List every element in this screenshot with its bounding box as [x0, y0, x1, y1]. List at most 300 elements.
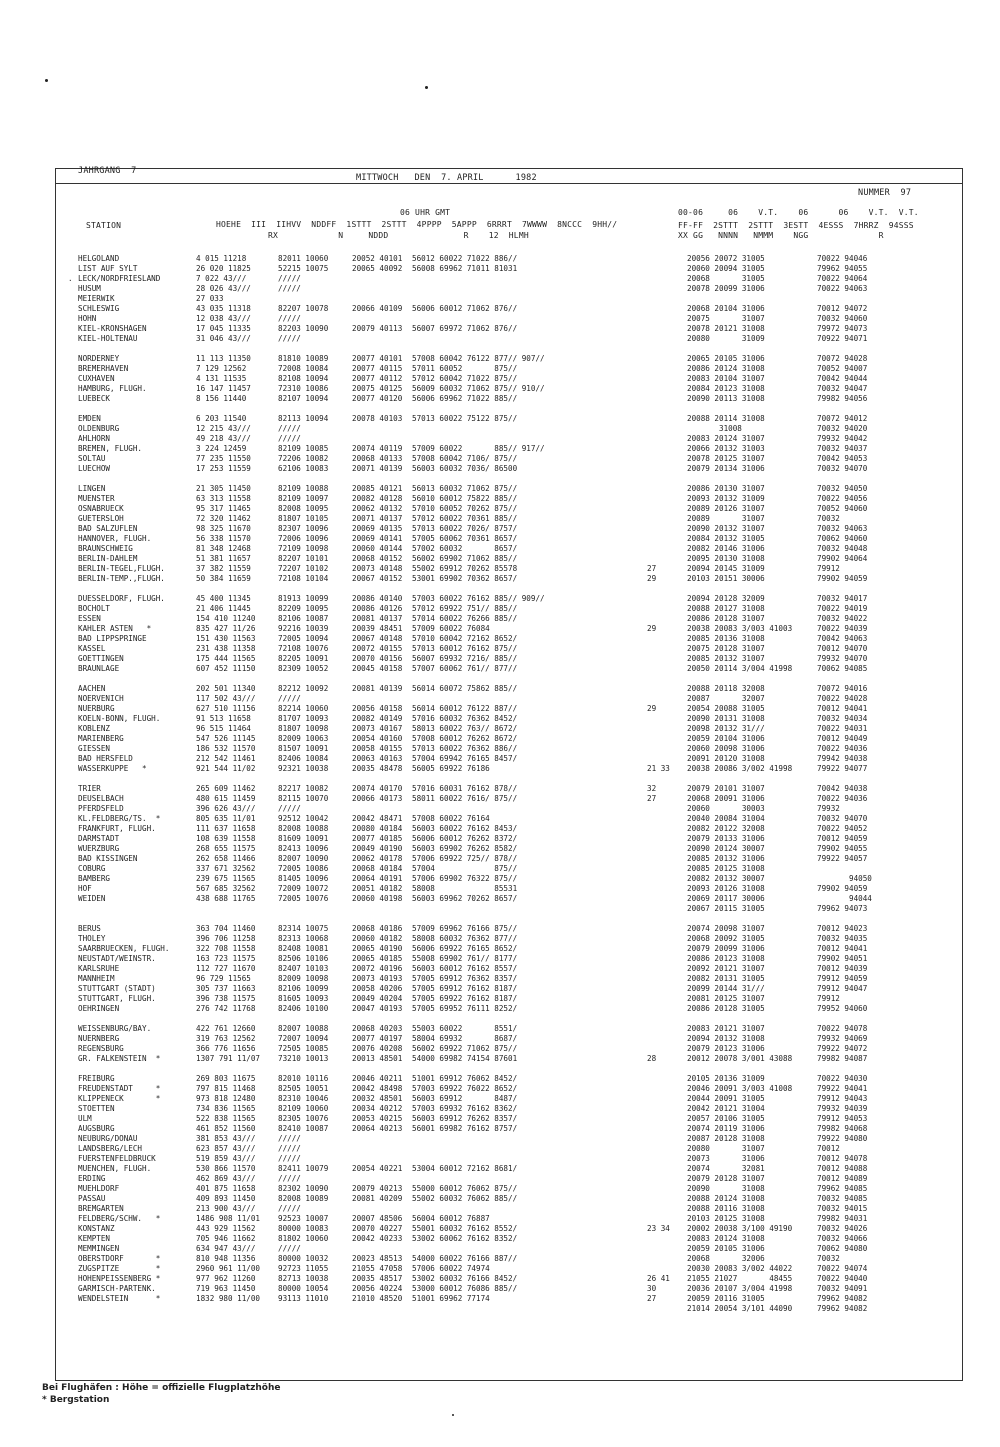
cell-d3: 20056 40224: [352, 1284, 403, 1293]
table-row: [68, 964, 907, 974]
cell-d1: 213 900 43///: [196, 1204, 256, 1213]
cell-r3: 79942 94038: [817, 754, 868, 763]
cell-d2: /////: [278, 424, 301, 433]
cell-d4: 55000 60012 76062 875//: [412, 1184, 518, 1193]
cell-d2: /////: [278, 1244, 301, 1253]
table-row: [68, 1194, 907, 1204]
cell-g: [612, 414, 647, 424]
cell-r2: 20088 20118 32008: [687, 684, 765, 693]
cell-d1: 26 020 11825: [196, 264, 251, 273]
column-heading-right-sub1: FF-FF 2STTT 2STTT 3ESTT 4ESSS 7HRRZ 94SSS: [678, 221, 914, 230]
cell-d3: 20086 40126: [352, 604, 403, 613]
cell-mk: [68, 284, 78, 294]
cell-g: [612, 1264, 647, 1274]
cell-d1: 530 866 11570: [196, 1164, 256, 1173]
table-row: [68, 684, 907, 694]
cell-d3: 20068 40203: [352, 1024, 403, 1033]
cell-r1: [647, 874, 687, 884]
footnote-airports: Bei Flughäfen : Höhe = offizielle Flugplatzhöhe: [42, 1383, 281, 1393]
cell-r3: 70012 94089: [817, 1174, 868, 1183]
station-group: [68, 254, 907, 344]
cell-r2: 20093 20126 31008: [687, 884, 765, 893]
cell-d3: 20076 40208: [352, 1044, 403, 1053]
cell-d4: 57007 60062 761// 877//: [412, 664, 518, 673]
cell-d4: 56003 60032 7036/ 86500: [412, 464, 518, 473]
cell-r3: 70062 94060: [817, 534, 868, 543]
cell-d3: [352, 1304, 412, 1314]
table-row: [68, 944, 907, 954]
cell-r2: 20079 20134 31006: [687, 464, 765, 473]
cell-g: [612, 954, 647, 964]
cell-st: GARMISCH-PARTENK.: [78, 1284, 156, 1293]
cell-d4: 56007 69932 7216/ 885//: [412, 654, 518, 663]
table-row: [68, 1154, 907, 1164]
cell-g: [612, 334, 647, 344]
cell-d3: 20085 40121: [352, 484, 403, 493]
cell-r3: 70032 94026: [817, 1224, 868, 1233]
cell-g: [612, 294, 647, 304]
table-row: [68, 1114, 907, 1124]
cell-d3: 20068 40184: [352, 864, 403, 873]
cell-mk: [68, 1154, 78, 1164]
cell-g: [612, 804, 647, 814]
cell-r3: 70032 94070: [817, 814, 868, 823]
cell-r1: [647, 384, 687, 394]
cell-d3: 20067 40148: [352, 634, 403, 643]
cell-mk: [68, 594, 78, 604]
cell-g: [612, 1044, 647, 1054]
cell-st: EMDEN: [78, 414, 101, 423]
cell-st: KASSEL: [78, 644, 106, 653]
cell-mk: [68, 604, 78, 614]
cell-g: [612, 654, 647, 664]
cell-st: LANDSBERG/LECH: [78, 1144, 143, 1153]
cell-d3: 20074 40119: [352, 444, 403, 453]
cell-d4: 56006 60012 76262 8372/: [412, 834, 518, 843]
cell-st: HAMBURG, FLUGH.: [78, 384, 147, 393]
cell-d1: 45 400 11345: [196, 594, 251, 603]
cell-d3: 20067 40152: [352, 574, 403, 583]
table-row: [68, 804, 907, 814]
cell-mk: [68, 714, 78, 724]
cell-d1: 11 113 11350: [196, 354, 251, 363]
cell-r1: 23 34: [647, 1224, 670, 1233]
cell-d1: 21 406 11445: [196, 604, 251, 613]
table-row: [68, 1204, 907, 1214]
cell-st: BOCHOLT: [78, 604, 111, 613]
cell-st: NUERBURG: [78, 704, 115, 713]
cell-d4: 51001 69912 76062 8452/: [412, 1074, 518, 1083]
cell-d3: 20054 40221: [352, 1164, 403, 1173]
cell-d4: 54000 69982 74154 87601: [412, 1054, 518, 1063]
table-row: [68, 1174, 907, 1184]
cell-r2: 20083 20121 31007: [687, 1024, 765, 1033]
cell-st: REGENSBURG: [78, 1044, 124, 1053]
cell-d2: 81507 10091: [278, 744, 329, 753]
cell-d2: 82109 10088: [278, 484, 329, 493]
table-row: [68, 304, 907, 314]
cell-g: [612, 1164, 647, 1174]
cell-d1: 231 438 11358: [196, 644, 256, 653]
cell-mk: [68, 814, 78, 824]
cell-r3: 70012 94072: [817, 304, 868, 313]
cell-d4: 56012 60022 71022 886//: [412, 254, 518, 263]
cell-r2: 20087 20128 31008: [687, 1134, 765, 1143]
cell-mk: [68, 564, 78, 574]
cell-d1: 322 708 11558: [196, 944, 256, 953]
cell-d2: /////: [278, 1154, 301, 1163]
cell-r1: [647, 434, 687, 444]
table-row: [68, 464, 907, 474]
cell-r2: 20088 20114 31008: [687, 414, 765, 423]
cell-g: [612, 1224, 647, 1234]
cell-r3: 70012 94041: [817, 704, 868, 713]
cell-r2: 20078 20125 31007: [687, 454, 765, 463]
cell-mk: [68, 1054, 78, 1064]
cell-r2: 20082 20131 31005: [687, 974, 765, 983]
cell-st: KIEL-HOLTENAU: [78, 334, 138, 343]
cell-r1: [647, 334, 687, 344]
cell-d3: 20039 48451: [352, 624, 403, 633]
cell-d3: 20066 40109: [352, 304, 403, 313]
cell-r1: [647, 554, 687, 564]
cell-r3: 70022 94063: [817, 284, 868, 293]
cell-r2: 20090 20132 31007: [687, 524, 765, 533]
cell-d4: 57009 60022 76084: [412, 624, 490, 633]
cell-mk: [68, 904, 78, 914]
cell-mk: [68, 884, 78, 894]
cell-d4: 56003 60012 76162 8557/: [412, 964, 518, 973]
cell-d2: 82406 10100: [278, 1004, 329, 1013]
cell-r1: 29: [647, 574, 657, 583]
table-row: [68, 354, 907, 364]
cell-st: ZUGSPITZE *: [78, 1264, 161, 1273]
cell-r3: 79902 94051: [817, 954, 868, 963]
cell-mk: [68, 484, 78, 494]
table-row: [68, 714, 907, 724]
cell-r2: 20090 20131 31008: [687, 714, 765, 723]
cell-st: SAARBRUECKEN, FLUGH.: [78, 944, 170, 953]
cell-r1: [647, 354, 687, 364]
cell-g: [612, 394, 647, 404]
cell-d1: 567 685 32562: [196, 884, 256, 893]
cell-d3: 20062 40178: [352, 854, 403, 863]
cell-d1: 977 962 11260: [196, 1274, 256, 1283]
cell-st: BRAUNSCHWEIG: [78, 544, 133, 553]
cell-r2: 20082 20132 30007: [687, 874, 765, 883]
cell-d3: 21055 47058: [352, 1264, 403, 1273]
cell-g: [612, 594, 647, 604]
cell-r3: 94044: [817, 894, 872, 903]
cell-d4: 57005 69912 76362 8357/: [412, 974, 518, 983]
cell-r2: 20057 20106 31005: [687, 1114, 765, 1123]
cell-r1: [647, 724, 687, 734]
cell-d3: 20073 40167: [352, 724, 403, 733]
cell-r1: [647, 904, 687, 914]
cell-d4: 56014 60072 75862 885//: [412, 684, 518, 693]
cell-r1: [647, 664, 687, 674]
cell-r1: [647, 1084, 687, 1094]
cell-g: [612, 494, 647, 504]
cell-d1: 37 382 11559: [196, 564, 251, 573]
cell-d4: 57013 60012 76162 875//: [412, 644, 518, 653]
cell-g: [612, 1244, 647, 1254]
cell-r3: 70042 94053: [817, 454, 868, 463]
cell-d4: 56005 69922 76186: [412, 764, 490, 773]
table-row: [68, 744, 907, 754]
cell-r2: 20103 20125 31008: [687, 1214, 765, 1223]
cell-st: HANNOVER, FLUGH.: [78, 534, 152, 543]
cell-d3: 20077 40101: [352, 354, 403, 363]
cell-d2: 82109 10085: [278, 444, 329, 453]
cell-d1: 202 501 11340: [196, 684, 256, 693]
cell-mk: [68, 724, 78, 734]
cell-d3: [352, 1244, 412, 1254]
cell-d3: 20054 40160: [352, 734, 403, 743]
cell-g: [612, 504, 647, 514]
cell-d3: 20023 48513: [352, 1254, 403, 1263]
cell-r1: [647, 804, 687, 814]
table-row: [68, 734, 907, 744]
cell-st: BERUS: [78, 924, 101, 933]
table-row: [68, 1094, 907, 1104]
cell-d2: /////: [278, 274, 301, 283]
cell-d1: 366 776 11656: [196, 1044, 256, 1053]
cell-d2: /////: [278, 694, 301, 703]
table-row: [68, 1164, 907, 1174]
cell-d3: 20071 40137: [352, 514, 403, 523]
cell-r3: 70012 94023: [817, 924, 868, 933]
cell-r2: 20060 20094 31005: [687, 264, 765, 273]
cell-d1: 186 532 11570: [196, 744, 256, 753]
cell-r3: 70012: [817, 1144, 840, 1153]
cell-mk: [68, 984, 78, 994]
cell-r1: [647, 1164, 687, 1174]
station-group: [68, 684, 907, 774]
cell-r2: 20085 20125 31008: [687, 864, 765, 873]
cell-d2: /////: [278, 1144, 301, 1153]
cell-r2: 20088 20116 31008: [687, 1204, 765, 1213]
cell-r1: [647, 324, 687, 334]
cell-d1: 111 637 11658: [196, 824, 256, 833]
table-row: [68, 794, 907, 804]
cell-g: [612, 254, 647, 264]
cell-d1: 443 929 11562: [196, 1224, 256, 1233]
cell-st: WEISSENBURG/BAY.: [78, 1024, 152, 1033]
table-row: [68, 484, 907, 494]
cell-st: KLIPPENECK *: [78, 1094, 161, 1103]
table-row: [68, 1004, 907, 1014]
cell-r2: 20002 20038 3/100 49190: [687, 1224, 793, 1233]
cell-st: GR. FALKENSTEIN *: [78, 1054, 161, 1063]
cell-d2: 82109 10060: [278, 1104, 329, 1113]
cell-g: [612, 1154, 647, 1164]
cell-d3: 20077 40115: [352, 364, 403, 373]
cell-d1: 305 737 11663: [196, 984, 256, 993]
table-row: [68, 604, 907, 614]
cell-g: [612, 1084, 647, 1094]
cell-g: [612, 374, 647, 384]
table-row: [68, 324, 907, 334]
cell-d4: 57016 60032 76362 8452/: [412, 714, 518, 723]
cell-r2: 21055 21027 48455: [687, 1274, 793, 1283]
cell-d1: 634 947 43///: [196, 1244, 256, 1253]
cell-mk: [68, 634, 78, 644]
cell-r2: 20092 20121 31007: [687, 964, 765, 973]
cell-r1: 27: [647, 1294, 657, 1303]
cell-mk: [68, 384, 78, 394]
cell-r2: 20046 20091 3/003 41008: [687, 1084, 793, 1093]
cell-d3: [352, 1154, 412, 1164]
cell-r2: 20086 20128 31005: [687, 1004, 765, 1013]
cell-st: PASSAU: [78, 1194, 106, 1203]
cell-st: STUTTGART, FLUGH.: [78, 994, 156, 1003]
cell-d2: 72206 10082: [278, 454, 329, 463]
cell-r3: 79962 94082: [817, 1294, 868, 1303]
cell-d2: /////: [278, 284, 301, 293]
cell-r1: 27: [647, 794, 657, 803]
cell-r1: [647, 754, 687, 764]
cell-st: KOELN-BONN, FLUGH.: [78, 714, 161, 723]
cell-d3: 20081 40209: [352, 1194, 403, 1203]
cell-r1: [647, 1104, 687, 1114]
cell-d3: 20060 40144: [352, 544, 403, 553]
table-row: [68, 1144, 907, 1154]
cell-r1: 26 41: [647, 1274, 670, 1283]
cell-d2: 72108 10104: [278, 574, 329, 583]
cell-r2: 20087 32007: [687, 694, 765, 703]
cell-d3: 20073 40148: [352, 564, 403, 573]
cell-mk: [68, 514, 78, 524]
cell-r1: [647, 1154, 687, 1164]
cell-d2: 92321 10038: [278, 764, 329, 773]
cell-mk: [68, 864, 78, 874]
cell-g: [612, 904, 647, 914]
cell-d1: 607 452 11150: [196, 664, 256, 673]
cell-st: AHLHORN: [78, 434, 111, 443]
cell-r2: 20090 31008: [687, 1184, 765, 1193]
cell-r3: 79952 94060: [817, 1004, 868, 1013]
cell-st: BAD KISSINGEN: [78, 854, 138, 863]
cell-r1: [647, 1144, 687, 1154]
cell-r1: [647, 1044, 687, 1054]
cell-d2: 82309 10052: [278, 664, 329, 673]
cell-d4: 55001 60032 76162 8552/: [412, 1224, 518, 1233]
cell-d3: [352, 1174, 412, 1184]
cell-g: [612, 754, 647, 764]
cell-d2: 62106 10083: [278, 464, 329, 473]
cell-d1: 319 763 12562: [196, 1034, 256, 1043]
cell-g: [612, 1114, 647, 1124]
cell-d2: 92216 10039: [278, 624, 329, 633]
cell-r2: 20068 20091 31006: [687, 794, 765, 803]
cell-r3: 79912 94059: [817, 974, 868, 983]
cell-d2: 82207 10101: [278, 554, 329, 563]
cell-st: KAHLER ASTEN *: [78, 624, 152, 633]
cell-r2: 20074 32081: [687, 1164, 765, 1173]
table-row: [68, 1254, 907, 1264]
cell-d1: 28 026 43///: [196, 284, 251, 293]
cell-d3: 20068 40133: [352, 454, 403, 463]
cell-d3: 20064 40191: [352, 874, 403, 883]
cell-d4: 56006 60012 71062 876//: [412, 304, 518, 313]
cell-g: [612, 724, 647, 734]
cell-r3: 70032 94037: [817, 444, 868, 453]
cell-mk: [68, 704, 78, 714]
cell-d1: 265 609 11462: [196, 784, 256, 793]
cell-r1: [647, 714, 687, 724]
cell-r3: 79962 94055: [817, 264, 868, 273]
cell-mk: [68, 1294, 78, 1304]
station-group: [68, 1074, 907, 1314]
cell-d4: 57014 60022 76266 885//: [412, 614, 518, 623]
cell-mk: [68, 804, 78, 814]
cell-d3: 20007 48506: [352, 1214, 403, 1223]
cell-d4: 57010 60042 72162 8652/: [412, 634, 518, 643]
cell-r2: 20082 20146 31006: [687, 544, 765, 553]
cell-mk: [68, 504, 78, 514]
cell-r1: [647, 254, 687, 264]
table-row: [68, 634, 907, 644]
cell-mk: [68, 624, 78, 634]
cell-d2: 82413 10096: [278, 844, 329, 853]
cell-r2: 20086 20123 31008: [687, 954, 765, 963]
cell-r3: 79922 94072: [817, 1044, 868, 1053]
cell-g: [612, 854, 647, 864]
cell-r2: 20089 31007: [687, 514, 765, 523]
cell-r2: 20088 20127 31008: [687, 604, 765, 613]
cell-g: [612, 384, 647, 394]
cell-d4: 56003 60022 76162 8453/: [412, 824, 518, 833]
cell-g: [612, 454, 647, 464]
cell-d1: 805 635 11/01: [196, 814, 256, 823]
cell-r3: 79912 94047: [817, 984, 868, 993]
table-row: [68, 1124, 907, 1134]
cell-d2: 82107 10094: [278, 394, 329, 403]
table-row: [68, 1264, 907, 1274]
cell-g: [612, 694, 647, 704]
cell-r2: 20078 20099 31006: [687, 284, 765, 293]
cell-d4: [412, 904, 612, 914]
cell-d3: 20058 40155: [352, 744, 403, 753]
cell-mk: [68, 444, 78, 454]
cell-r1: [647, 284, 687, 294]
cell-d3: [352, 424, 412, 434]
table-row: [68, 1024, 907, 1034]
cell-d1: 56 338 11570: [196, 534, 251, 543]
table-row: [68, 454, 907, 464]
cell-d2: [278, 904, 352, 914]
table-row: [68, 984, 907, 994]
cell-g: [612, 1304, 647, 1314]
cell-st: KARLSRUHE: [78, 964, 120, 973]
cell-g: [612, 644, 647, 654]
cell-d2: 82307 10096: [278, 524, 329, 533]
cell-mk: [68, 954, 78, 964]
cell-g: [612, 534, 647, 544]
table-row: [68, 264, 907, 274]
table-row: [68, 374, 907, 384]
cell-r1: [647, 954, 687, 964]
cell-d1: 151 430 11563: [196, 634, 256, 643]
cell-g: [612, 1204, 647, 1214]
table-row: [68, 364, 907, 374]
table-row: [68, 424, 907, 434]
table-row: [68, 534, 907, 544]
cell-r2: 20083 20124 31008: [687, 1234, 765, 1243]
table-row: [68, 954, 907, 964]
cell-r1: [647, 1214, 687, 1224]
